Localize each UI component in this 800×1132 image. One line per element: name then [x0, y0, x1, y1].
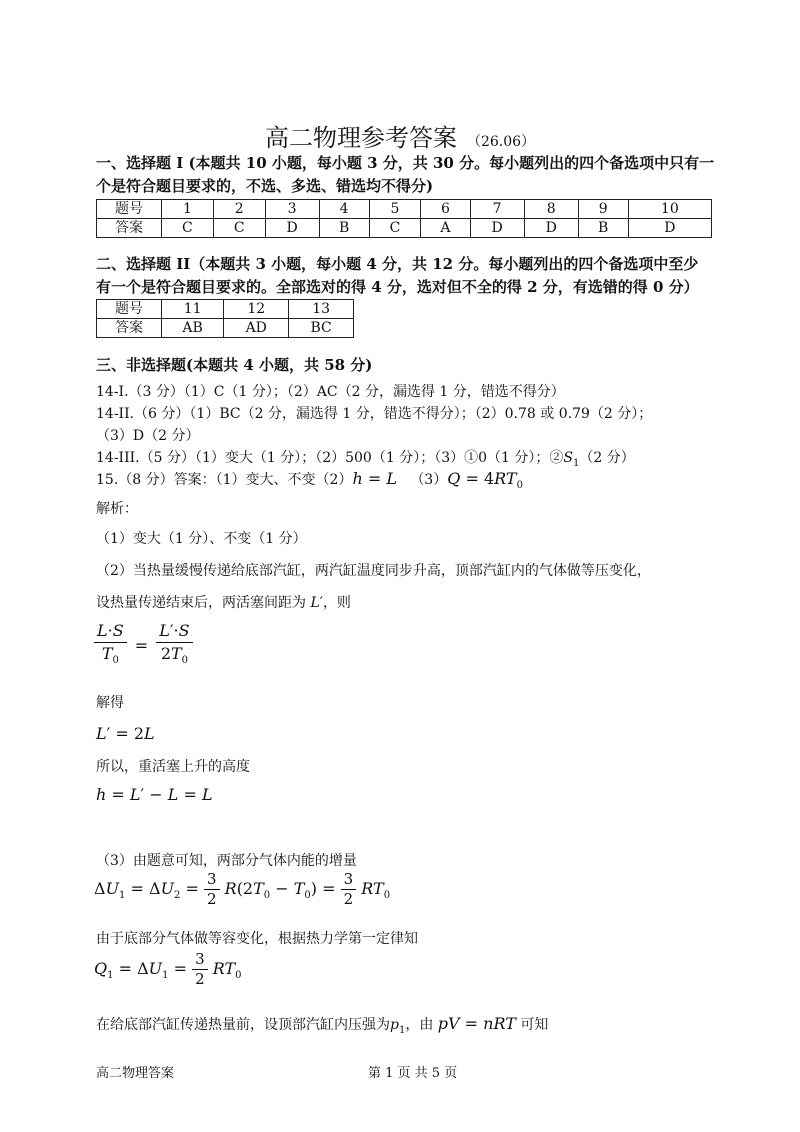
page-title: 高二物理参考答案 （26.06） [264, 124, 536, 152]
answer-14-2-line2: （3）D（2 分） [96, 428, 200, 444]
table-cell: 11 [162, 300, 224, 319]
table-cell: C [213, 219, 265, 238]
table-cell: B [578, 219, 628, 238]
footer-doc-name: 高二物理答案 [96, 1066, 175, 1081]
equation-h: h = L′ − L = L [96, 785, 213, 804]
section1-answer-table [96, 199, 712, 238]
table-cell: D [628, 219, 711, 238]
table-cell: 6 [421, 200, 470, 219]
table-cell: 13 [289, 300, 354, 319]
table-cell: 7 [470, 200, 524, 219]
answer-14-2-line1: 14-II.（6 分）（1）BC（2 分，漏选得 1 分，错选不得分）；（2）0.78 或 0.79（2 分）； [96, 406, 653, 422]
analysis-p5: （3）由题意可知，两部分气体内能的增量 [96, 853, 357, 869]
table-row [97, 319, 354, 338]
table-cell: D [265, 219, 319, 238]
table-row [97, 200, 712, 219]
equation-q1: $Q_1 = \Delta U_1$ = $\frac{3}{2}$ $RT_0$ [94, 950, 242, 988]
table-cell: C [369, 219, 421, 238]
table-cell: 10 [628, 200, 711, 219]
row-label: 题号 [97, 200, 162, 219]
table-cell: C [162, 219, 214, 238]
row-label: 题号 [97, 300, 162, 319]
analysis-p3: 设热量传递结束后，两活塞间距为 L′，则 [96, 595, 351, 611]
row-label: 答案 [97, 319, 162, 338]
table-cell: 9 [578, 200, 628, 219]
table-row [97, 300, 354, 319]
answer-14-3: 14-III.（5 分）（1）变大（1 分）；（2）500（1 分）；（3）①0（1 分）；$②S_1(2$ 分） [96, 450, 635, 469]
table-cell: 3 [265, 200, 319, 219]
table-cell: BC [289, 319, 354, 338]
table-cell: 5 [369, 200, 421, 219]
analysis-p6: 由于底部分气体做等容变化，根据热力学第一定律知 [96, 931, 418, 947]
equation-delta-u: $\Delta U_1 = \Delta U_2$ = $\frac{3}{2}$ $R(2T_0 - T_0)$ = $\frac{3}{2}$ $RT_0$ [94, 870, 391, 908]
section3-heading: 三、非选择题(本题共 4 小题，共 58 分) [96, 356, 373, 374]
answer-14-1: 14-I.（3 分）（1）C（1 分）；（2）AC（2 分，漏选得 1 分，错选不得分） [96, 384, 565, 400]
formula-q-4rt0: $Q = 4RT_0$ [447, 469, 523, 492]
table-cell: 4 [319, 200, 369, 219]
formula-h-equals-l: h = L [352, 469, 397, 488]
solve-label: 解得 [96, 695, 124, 711]
section1-heading-line2: 个是符合题目要求的，不选、多选、错选均不得分) [96, 177, 434, 195]
equation-isobaric: $\frac{L\cdot S}{T_0}$ = $\frac{L'\cdot S}{2T_0}$ [94, 622, 193, 670]
table-cell: 12 [224, 300, 289, 319]
table-row [97, 219, 712, 238]
table-cell: AD [224, 319, 289, 338]
footer-page-number: 第 1 页 共 5 页 [368, 1066, 458, 1081]
row-label: 答案 [97, 219, 162, 238]
section2-answer-table [96, 299, 354, 338]
analysis-p7: 在给底部汽缸传递热量前，设顶部汽缸内压强为$p_1$，由 pV = nRT 可知 [96, 1014, 549, 1036]
table-cell: A [421, 219, 470, 238]
analysis-p2: （2）当热量缓慢传递给底部汽缸，两汽缸温度同步升高，顶部汽缸内的气体做等压变化， [96, 563, 651, 579]
table-cell: 2 [213, 200, 265, 219]
answer-15: 15.（8 分）答案：（1）变大、不变（2）h = L $(3)Q = 4RT_0$ [96, 469, 523, 492]
table-cell: 1 [162, 200, 214, 219]
table-cell: D [524, 219, 578, 238]
analysis-p4: 所以，重活塞上升的高度 [96, 759, 250, 775]
table-cell: D [470, 219, 524, 238]
section1-heading-line1: 一、选择题 I (本题共 10 小题，每小题 3 分，共 30 分。每小题列出的四个备选项中只有一 [96, 154, 715, 172]
section2-heading-line1: 二、选择题 II（本题共 3 小题，每小题 4 分，共 12 分。每小题列出的四个备选项中至少 [96, 255, 699, 273]
title-date: （26.06） [466, 134, 536, 150]
analysis-label: 解析： [96, 501, 138, 517]
section2-heading-line2: 有一个是符合题目要求的。全部选对的得 4 分，选对但不全的得 2 分，有选错的得 0 分） [96, 278, 699, 296]
analysis-p1: （1）变大（1 分）、不变（1 分） [96, 531, 307, 547]
table-cell: 8 [524, 200, 578, 219]
table-cell: AB [162, 319, 224, 338]
equation-l-prime: L′ = 2L [96, 724, 155, 743]
table-cell: B [319, 219, 369, 238]
